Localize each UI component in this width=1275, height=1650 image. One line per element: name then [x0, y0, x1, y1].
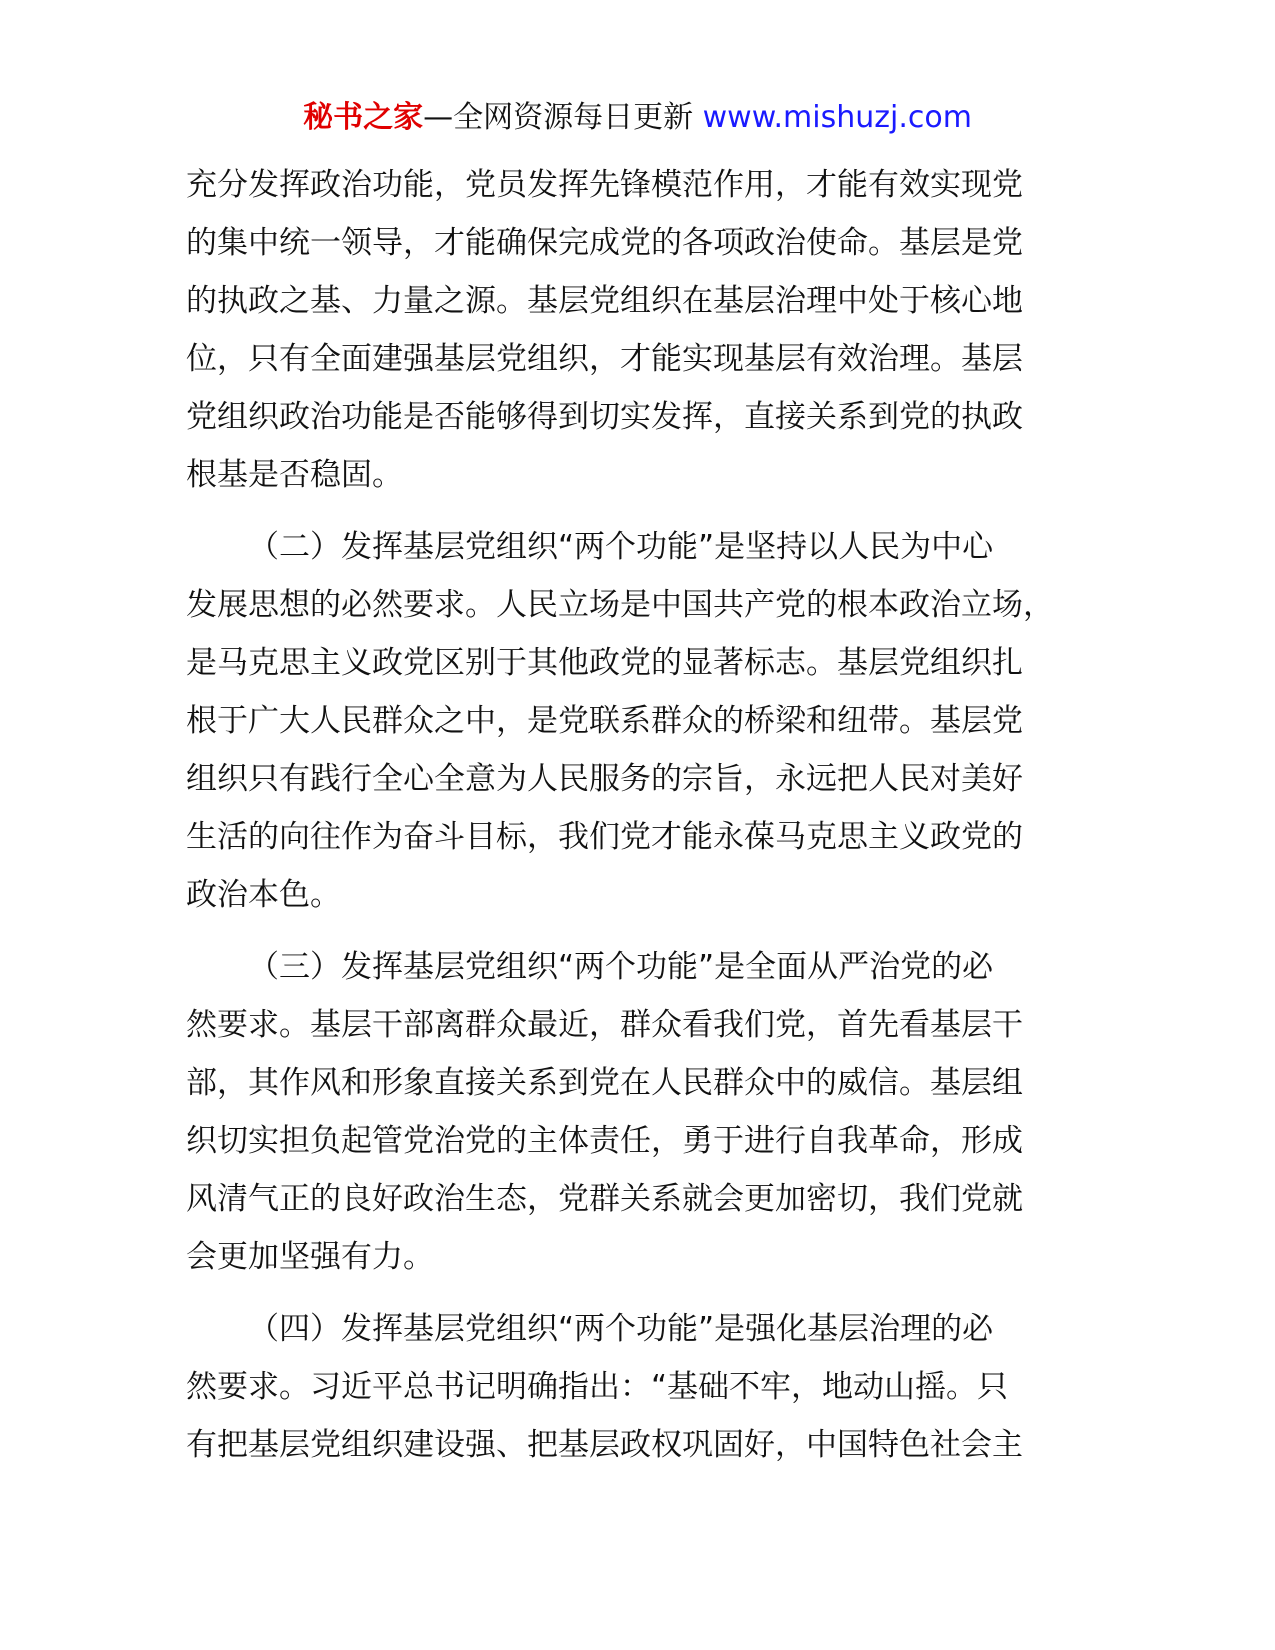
- text-line: 然要求。基层干部离群众最近，群众看我们党，首先看基层干: [186, 1007, 1023, 1043]
- text-line: 的执政之基、力量之源。基层党组织在基层治理中处于核心地: [186, 283, 1023, 319]
- text-line: 会更加坚强有力。: [186, 1239, 434, 1275]
- paragraph-3: [186, 938, 1091, 1286]
- text-line: 位，只有全面建强基层党组织，才能实现基层有效治理。基层: [186, 341, 1023, 377]
- text-line: 党组织政治功能是否能够得到切实发挥，直接关系到党的执政: [186, 399, 1023, 435]
- text-line: 然要求。习近平总书记明确指出：“基础不牢，地动山摇。只: [186, 1369, 1009, 1405]
- section-heading-line: （三）发挥基层党组织“两个功能”是全面从严治党的必: [248, 949, 994, 985]
- section-heading-line: （二）发挥基层党组织“两个功能”是坚持以人民为中心: [248, 529, 994, 565]
- text-line: 发展思想的必然要求。人民立场是中国共产党的根本政治立场，: [186, 587, 1054, 623]
- text-line: 政治本色。: [186, 877, 341, 913]
- document-body: [186, 156, 1091, 1488]
- text-line: 是马克思主义政党区别于其他政党的显著标志。基层党组织扎: [186, 645, 1023, 681]
- paragraph-4: [186, 1300, 1091, 1474]
- text-line: 部，其作风和形象直接关系到党在人民群众中的威信。基层组: [186, 1065, 1023, 1101]
- paragraph-2: [186, 518, 1091, 924]
- text-line: 充分发挥政治功能，党员发挥先锋模范作用，才能有效实现党: [186, 167, 1023, 203]
- site-brand: 秘书之家: [303, 100, 424, 135]
- text-line: 织切实担负起管党治党的主体责任，勇于进行自我革命，形成: [186, 1123, 1023, 1159]
- text-line: 生活的向往作为奋斗目标，我们党才能永葆马克思主义政党的: [186, 819, 1023, 855]
- text-line: 的集中统一领导，才能确保完成党的各项政治使命。基层是党: [186, 225, 1023, 261]
- text-line: 组织只有践行全心全意为人民服务的宗旨，永远把人民对美好: [186, 761, 1023, 797]
- text-line: 根基是否稳固。: [186, 457, 403, 493]
- text-line: 根于广大人民群众之中，是党联系群众的桥梁和纽带。基层党: [186, 703, 1023, 739]
- site-url-link[interactable]: www.mishuzj.com: [702, 100, 972, 135]
- site-header: [0, 98, 1275, 138]
- section-heading-line: （四）发挥基层党组织“两个功能”是强化基层治理的必: [248, 1311, 994, 1347]
- text-line: 风清气正的良好政治生态，党群关系就会更加密切，我们党就: [186, 1181, 1023, 1217]
- text-line: 有把基层党组织建设强、把基层政权巩固好，中国特色社会主: [186, 1427, 1023, 1463]
- site-slogan: —全网资源每日更新: [423, 100, 703, 135]
- paragraph-1: [186, 156, 1091, 504]
